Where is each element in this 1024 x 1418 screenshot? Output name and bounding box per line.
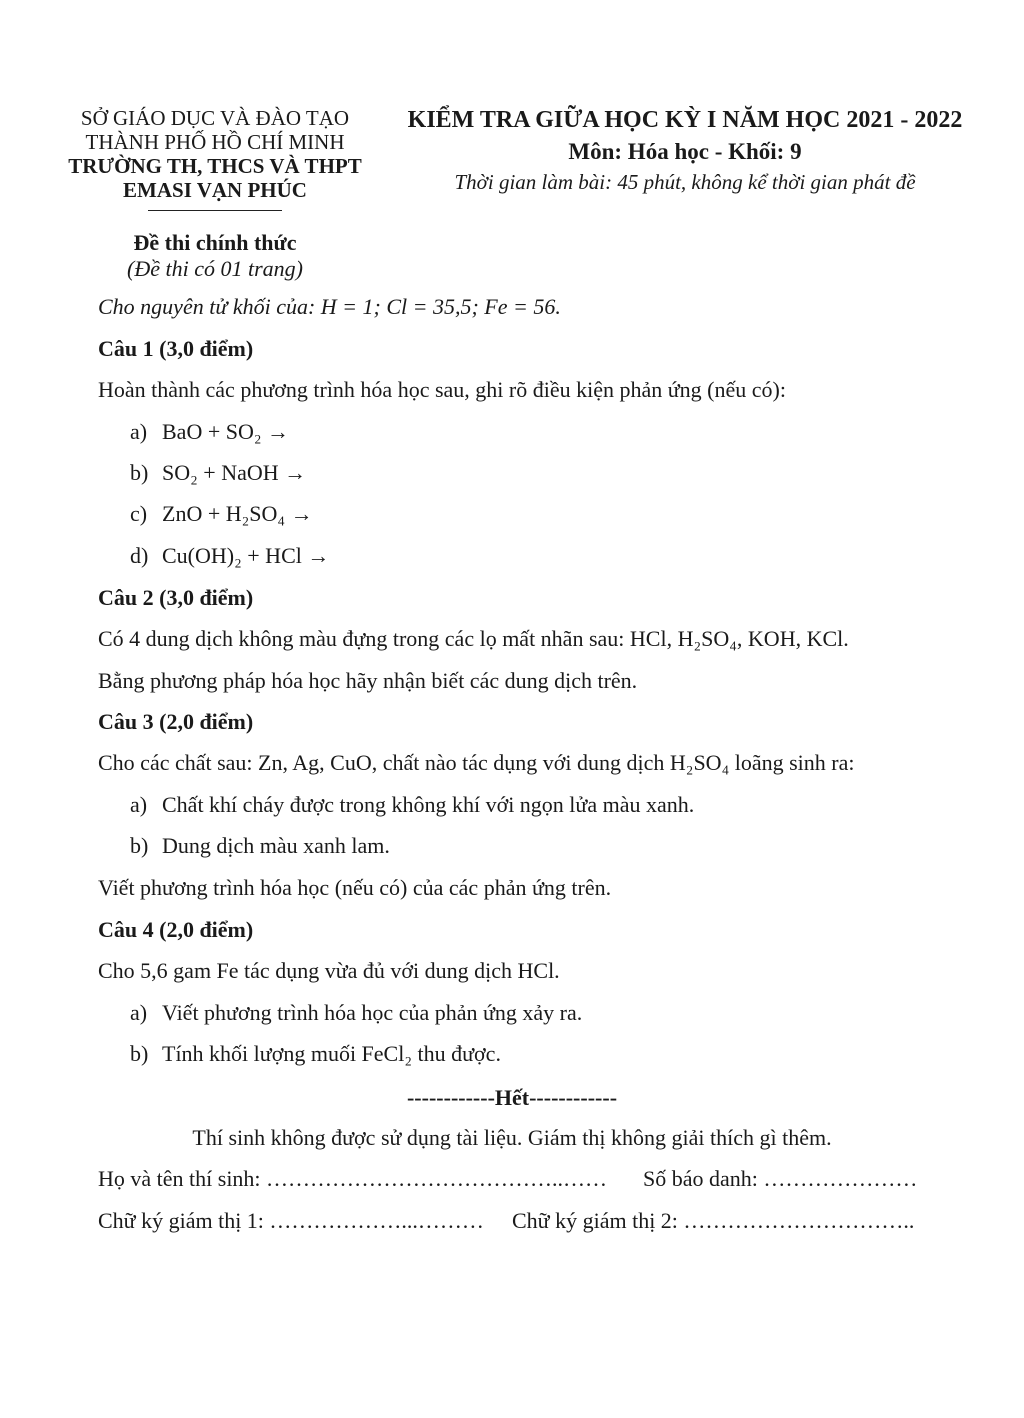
q4-item-b [130, 1041, 501, 1067]
department-line-2: THÀNH PHỐ HỒ CHÍ MINH [85, 130, 345, 154]
official-label: Đề thi chính thức [133, 230, 297, 255]
proctor-1-field: Chữ ký giám thị 1: ………………...……… [98, 1208, 484, 1233]
q1-item-a-text: BaO + SO₂ → [162, 419, 290, 444]
q1-item-c-label: c) [130, 501, 148, 526]
q2-line-2: Bằng phương pháp hóa học hãy nhận biết các dung dịch trên. [98, 668, 638, 693]
school-line-2: EMASI VẠN PHÚC [123, 178, 307, 202]
q1-item-b-text: SO₂ + NaOH → [162, 460, 307, 485]
exam-subject: Môn: Hóa học - Khối: 9 [568, 139, 802, 164]
q3-item-b-label: b) [130, 833, 149, 858]
q3-prompt: Cho các chất sau: Zn, Ag, CuO, chất nào tác dụng với dung dịch H₂SO₄ loãng sinh ra: [98, 750, 855, 775]
q4-item-a [130, 1000, 582, 1026]
school-line-1: TRƯỜNG TH, THCS VÀ THPT [68, 154, 362, 178]
q1-item-c-text: ZnO + H₂SO₄ → [162, 501, 313, 526]
q1-item-c [130, 501, 313, 527]
candidate-name-field: Họ và tên thí sinh: …………………………………..…… [98, 1166, 608, 1191]
q1-item-b-label: b) [130, 460, 149, 485]
issuer-block [60, 106, 370, 202]
q3-item-b-text: Dung dịch màu xanh lam. [162, 833, 390, 858]
q3-item-a [130, 792, 694, 818]
q3-item-a-label: a) [130, 792, 148, 817]
q1-heading: Câu 1 (3,0 điểm) [98, 336, 254, 361]
q4-item-a-text: Viết phương trình hóa học của phản ứng xảy ra. [162, 1000, 583, 1025]
q1-prompt: Hoàn thành các phương trình hóa học sau, ghi rõ điều kiện phản ứng (nếu có): [98, 377, 786, 402]
q4-item-b-text: Tính khối lượng muối FeCl₂ thu được. [162, 1041, 501, 1066]
q1-item-a-label: a) [130, 419, 148, 444]
end-marker: ------------Hết------------ [406, 1085, 618, 1110]
proctor-2-field: Chữ ký giám thị 2: ………………………….. [512, 1208, 915, 1233]
atomic-masses: Cho nguyên tử khối của: H = 1; Cl = 35,5; Fe = 56. [98, 294, 561, 319]
q3-item-a-text: Chất khí cháy được trong không khí với ngọn lửa màu xanh. [162, 792, 695, 817]
candidate-id-field: Số báo danh: ………………… [643, 1166, 918, 1191]
q1-item-a [130, 419, 289, 445]
q2-heading: Câu 2 (3,0 điểm) [98, 585, 254, 610]
q4-heading: Câu 4 (2,0 điểm) [98, 917, 254, 942]
header-divider [148, 210, 282, 211]
q2-line-1: Có 4 dung dịch không màu đựng trong các lọ mất nhãn sau: HCl, H₂SO₄, KOH, KCl. [98, 626, 849, 651]
q4-item-b-label: b) [130, 1041, 149, 1066]
exam-time-note: Thời gian làm bài: 45 phút, không kể thời gian phát đề [454, 170, 916, 194]
q1-item-b [130, 460, 306, 486]
q1-item-d-label: d) [130, 543, 149, 568]
q3-closing: Viết phương trình hóa học (nếu có) của các phản ứng trên. [98, 875, 612, 900]
exam-title: KIỂM TRA GIỮA HỌC KỲ I NĂM HỌC 2021 - 2022 [407, 107, 963, 133]
q1-item-d-text: Cu(OH)₂ + HCl → [162, 543, 330, 568]
q1-item-d [130, 543, 329, 569]
exam-header [385, 104, 985, 196]
q4-prompt: Cho 5,6 gam Fe tác dụng vừa đủ với dung dịch HCl. [98, 958, 560, 983]
page-note: (Đề thi có 01 trang) [127, 256, 303, 281]
q3-heading: Câu 3 (2,0 điểm) [98, 709, 254, 734]
department-line-1: SỞ GIÁO DỤC VÀ ĐÀO TẠO [80, 106, 350, 130]
q4-item-a-label: a) [130, 1000, 148, 1025]
official-block [60, 230, 370, 282]
notice: Thí sinh không được sử dụng tài liệu. Giám thị không giải thích gì thêm. [192, 1125, 832, 1150]
q3-item-b [130, 833, 390, 859]
